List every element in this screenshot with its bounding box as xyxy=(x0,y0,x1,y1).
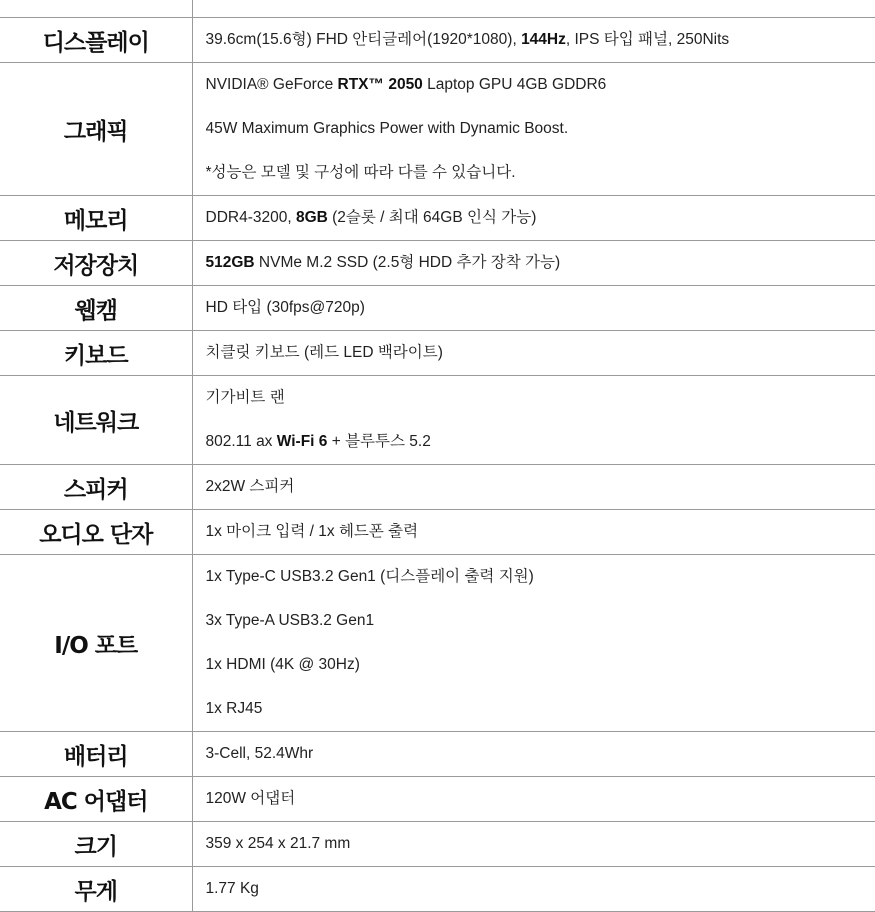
spec-value-emphasis: 512GB xyxy=(206,254,255,271)
spec-value-text: 1x RJ45 xyxy=(206,700,263,717)
spec-value-text: 45W Maximum Graphics Power with Dynamic Boost. xyxy=(206,120,569,137)
spec-value-text: DDR4-3200, xyxy=(206,209,296,226)
spec-label: 그래픽 xyxy=(0,63,192,196)
spec-value-text: 치클릿 키보드 (레드 LED 백라이트) xyxy=(206,344,443,361)
spec-value-text: Laptop GPU 4GB GDDR6 xyxy=(423,76,607,93)
spec-value-text: NVMe M.2 SSD (2.5형 HDD 추가 장착 가능) xyxy=(255,254,561,271)
spec-value-line xyxy=(206,822,875,866)
spec-row xyxy=(0,555,875,732)
spec-value-emphasis: 8GB xyxy=(296,209,328,226)
spec-value xyxy=(192,867,875,912)
spec-value-line xyxy=(206,63,875,107)
spec-row xyxy=(0,63,875,196)
spec-value-line xyxy=(206,777,875,821)
spec-value-line xyxy=(206,687,875,731)
spec-value-line xyxy=(206,331,875,375)
spec-value xyxy=(192,63,875,196)
spec-label: 오디오 단자 xyxy=(0,510,192,555)
spec-value-line xyxy=(206,241,875,285)
spec-label: AC 어댑터 xyxy=(0,777,192,822)
spec-row xyxy=(0,0,875,18)
spec-value-text: 3x Type-A USB3.2 Gen1 xyxy=(206,612,375,629)
spec-row xyxy=(0,18,875,63)
spec-value-line xyxy=(206,107,875,151)
spec-value-line xyxy=(206,643,875,687)
spec-row xyxy=(0,732,875,777)
spec-label: 네트워크 xyxy=(0,376,192,465)
spec-value-line xyxy=(206,151,875,195)
spec-value xyxy=(192,465,875,510)
spec-value-text: 359 x 254 x 21.7 mm xyxy=(206,835,351,852)
spec-label: 배터리 xyxy=(0,732,192,777)
spec-value-line xyxy=(206,0,875,17)
spec-value xyxy=(192,241,875,286)
spec-value-text: NVIDIA® GeForce xyxy=(206,76,338,93)
spec-row xyxy=(0,286,875,331)
spec-value-line xyxy=(206,867,875,911)
spec-value-text: (2슬롯 / 최대 64GB 인식 가능) xyxy=(328,209,537,226)
spec-value xyxy=(192,777,875,822)
spec-value-line xyxy=(206,465,875,509)
spec-value xyxy=(192,822,875,867)
spec-label: 디스플레이 xyxy=(0,18,192,63)
spec-value-text: 1x HDMI (4K @ 30Hz) xyxy=(206,656,360,673)
spec-value-text: 1x 마이크 입력 / 1x 헤드폰 출력 xyxy=(206,523,419,540)
spec-value xyxy=(192,0,875,18)
spec-row xyxy=(0,376,875,465)
spec-value-text: , IPS 타입 패널, 250Nits xyxy=(566,31,729,48)
spec-value-line xyxy=(206,376,875,420)
spec-value-emphasis: Wi-Fi 6 xyxy=(277,433,328,450)
spec-value-text: 39.6cm(15.6형) FHD 안티글레어(1920*1080), xyxy=(206,31,522,48)
spec-value-text: 1x Type-C USB3.2 Gen1 (디스플레이 출력 지원) xyxy=(206,568,534,585)
spec-label: 크기 xyxy=(0,822,192,867)
spec-value-text: + 블루투스 5.2 xyxy=(327,433,430,450)
spec-row xyxy=(0,196,875,241)
spec-label: 메모리 xyxy=(0,196,192,241)
spec-value xyxy=(192,286,875,331)
spec-value-text: 120W 어댑터 xyxy=(206,790,296,807)
spec-label xyxy=(0,0,192,18)
spec-row xyxy=(0,510,875,555)
spec-value-line xyxy=(206,18,875,62)
spec-label: 스피커 xyxy=(0,465,192,510)
spec-value-text: *성능은 모델 및 구성에 따라 다를 수 있습니다. xyxy=(206,164,516,181)
spec-row xyxy=(0,777,875,822)
spec-value-text: 기가비트 랜 xyxy=(206,389,285,406)
spec-value xyxy=(192,732,875,777)
spec-value-line xyxy=(206,196,875,240)
spec-value-line xyxy=(206,420,875,464)
spec-value xyxy=(192,555,875,732)
spec-value-text: HD 타입 (30fps@720p) xyxy=(206,299,365,316)
spec-value xyxy=(192,376,875,465)
spec-value xyxy=(192,18,875,63)
spec-label: I/O 포트 xyxy=(0,555,192,732)
spec-value-emphasis: 144Hz xyxy=(521,31,566,48)
spec-value xyxy=(192,331,875,376)
spec-value-text: 1.77 Kg xyxy=(206,880,259,897)
spec-label: 키보드 xyxy=(0,331,192,376)
spec-row xyxy=(0,465,875,510)
spec-value-line xyxy=(206,286,875,330)
spec-label: 저장장치 xyxy=(0,241,192,286)
spec-row xyxy=(0,331,875,376)
spec-label: 웹캠 xyxy=(0,286,192,331)
spec-value-line xyxy=(206,599,875,643)
spec-value-emphasis: RTX™ 2050 xyxy=(338,76,423,93)
spec-value-line xyxy=(206,732,875,776)
spec-value-text: 3-Cell, 52.4Whr xyxy=(206,745,314,762)
spec-value-line xyxy=(206,555,875,599)
spec-row xyxy=(0,822,875,867)
spec-value-text: 2x2W 스피커 xyxy=(206,478,295,495)
spec-row xyxy=(0,867,875,912)
spec-value xyxy=(192,510,875,555)
spec-value-line xyxy=(206,510,875,554)
spec-label: 무게 xyxy=(0,867,192,912)
spec-value xyxy=(192,196,875,241)
spec-row xyxy=(0,241,875,286)
spec-value-text: 802.11 ax xyxy=(206,433,277,450)
